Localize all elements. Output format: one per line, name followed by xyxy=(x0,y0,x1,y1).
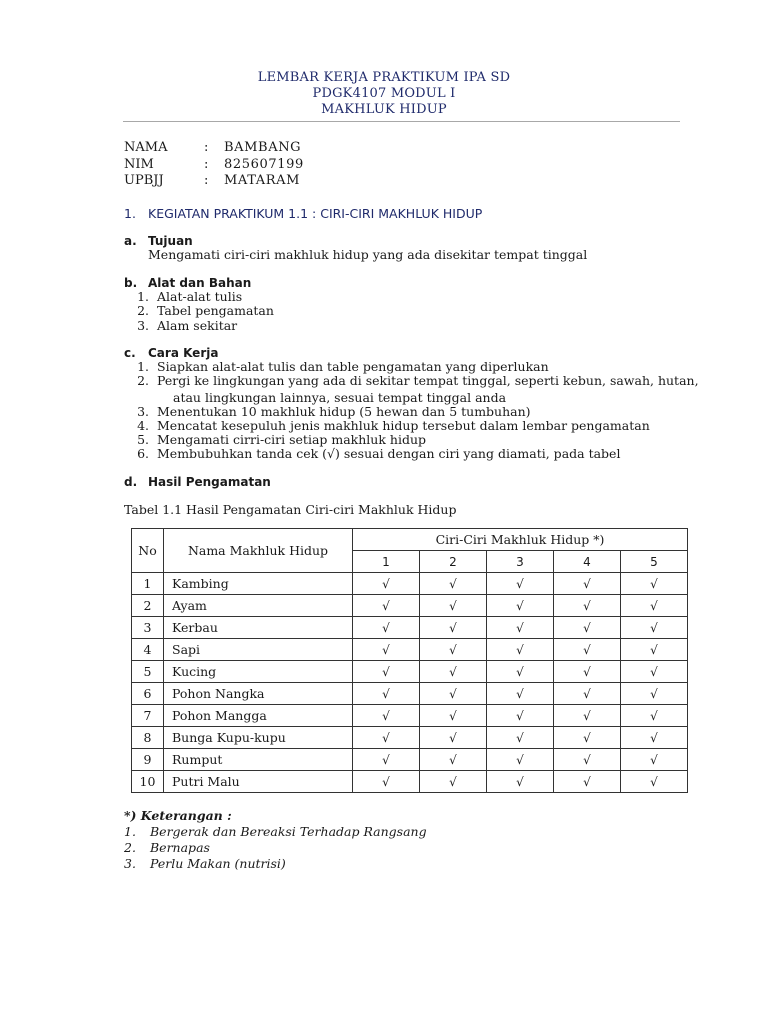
list-item-continuation: atau lingkungan lainnya, sesuai tempat tinggal anda xyxy=(173,389,507,405)
subsection-alat-bahan xyxy=(124,276,274,333)
title-line-3: MAKHLUK HIDUP xyxy=(321,102,447,117)
subsection-heading: b. Alat dan Bahan xyxy=(124,276,252,290)
cell-check: √ xyxy=(554,749,621,771)
note-item: 3. Perlu Makan (nutrisi) xyxy=(124,856,286,871)
subsection-heading: d. Hasil Pengamatan xyxy=(124,475,271,489)
cell-check: √ xyxy=(420,639,487,661)
cell-check: √ xyxy=(420,661,487,683)
cell-check: √ xyxy=(554,771,621,793)
cell-check: √ xyxy=(487,595,554,617)
table-row xyxy=(132,705,688,727)
cell-no: 9 xyxy=(132,749,164,771)
cell-no: 4 xyxy=(132,639,164,661)
cell-check: √ xyxy=(487,661,554,683)
info-row xyxy=(124,157,304,174)
section-number: 1. xyxy=(124,206,136,221)
list-item: 3. Alam sekitar xyxy=(137,317,238,333)
subsection-text: Mengamati ciri-ciri makhluk hidup yang ada disekitar tempat tinggal xyxy=(148,247,588,263)
subsection-heading: a. Tujuan xyxy=(124,234,193,248)
cell-name: Rumput xyxy=(164,749,353,771)
cell-check: √ xyxy=(621,771,688,793)
table-row xyxy=(132,727,688,749)
list-item: 3. Menentukan 10 makhluk hidup (5 hewan dan 5 tumbuhan) xyxy=(137,403,531,419)
cell-check: √ xyxy=(621,661,688,683)
cell-check: √ xyxy=(487,573,554,595)
cell-no: 10 xyxy=(132,771,164,793)
cell-name: Kucing xyxy=(164,661,353,683)
cell-name: Pohon Nangka xyxy=(164,683,353,705)
table-row xyxy=(132,771,688,793)
note-item: 1. Bergerak dan Bereaksi Terhadap Rangsang xyxy=(124,824,427,839)
cell-check: √ xyxy=(487,705,554,727)
info-label: NIM xyxy=(124,156,154,172)
table-row xyxy=(132,617,688,639)
col-header-ciri: 3 xyxy=(487,551,554,573)
cell-check: √ xyxy=(554,617,621,639)
cell-check: √ xyxy=(554,705,621,727)
cell-check: √ xyxy=(621,573,688,595)
subsection-hasil xyxy=(124,475,271,489)
cell-name: Kambing xyxy=(164,573,353,595)
cell-no: 2 xyxy=(132,595,164,617)
cell-no: 3 xyxy=(132,617,164,639)
cell-check: √ xyxy=(487,749,554,771)
cell-check: √ xyxy=(420,683,487,705)
table-row xyxy=(132,661,688,683)
col-header-group: Ciri-Ciri Makhluk Hidup *) xyxy=(353,529,688,551)
cell-check: √ xyxy=(487,727,554,749)
list-item: 2. Pergi ke lingkungan yang ada di sekitar tempat tinggal, seperti kebun, sawah, hutan, xyxy=(137,373,699,389)
cell-name: Putri Malu xyxy=(164,771,353,793)
cell-check: √ xyxy=(353,573,420,595)
notes-heading: *) Keterangan : xyxy=(124,808,232,823)
list-item: 1. Siapkan alat-alat tulis dan table pengamatan yang diperlukan xyxy=(137,359,549,375)
table-row xyxy=(132,683,688,705)
table-row xyxy=(132,749,688,771)
info-separator: : xyxy=(204,156,209,172)
cell-check: √ xyxy=(353,683,420,705)
info-separator: : xyxy=(204,173,209,188)
info-row xyxy=(124,173,304,190)
cell-check: √ xyxy=(621,749,688,771)
cell-check: √ xyxy=(353,595,420,617)
cell-check: √ xyxy=(420,705,487,727)
cell-check: √ xyxy=(621,617,688,639)
cell-no: 7 xyxy=(132,705,164,727)
cell-check: √ xyxy=(420,727,487,749)
alat-list xyxy=(124,290,274,333)
col-header-no: No xyxy=(132,529,164,573)
cara-list xyxy=(124,360,699,461)
cell-check: √ xyxy=(621,639,688,661)
cell-no: 8 xyxy=(132,727,164,749)
cell-check: √ xyxy=(420,771,487,793)
cell-check: √ xyxy=(353,661,420,683)
cell-check: √ xyxy=(554,683,621,705)
cell-check: √ xyxy=(420,617,487,639)
list-item: 1. Alat-alat tulis xyxy=(137,289,243,305)
subsection-cara-kerja xyxy=(124,346,699,462)
cell-check: √ xyxy=(487,639,554,661)
info-value: BAMBANG xyxy=(224,140,302,155)
cell-check: √ xyxy=(353,749,420,771)
notes xyxy=(124,808,427,872)
cell-check: √ xyxy=(554,639,621,661)
info-separator: : xyxy=(204,140,209,155)
cell-check: √ xyxy=(554,727,621,749)
cell-check: √ xyxy=(487,617,554,639)
cell-check: √ xyxy=(487,771,554,793)
section-title: KEGIATAN PRAKTIKUM 1.1 : CIRI-CIRI MAKHLUK HIDUP xyxy=(148,206,483,221)
observation-table xyxy=(131,528,688,793)
subsection-heading: c. Cara Kerja xyxy=(124,346,219,360)
cell-check: √ xyxy=(353,771,420,793)
table-caption: Tabel 1.1 Hasil Pengamatan Ciri-ciri Makhluk Hidup xyxy=(124,502,457,517)
info-label: UPBJJ xyxy=(124,173,164,188)
cell-no: 5 xyxy=(132,661,164,683)
cell-name: Kerbau xyxy=(164,617,353,639)
subsection-tujuan xyxy=(124,234,587,262)
cell-check: √ xyxy=(621,705,688,727)
student-info xyxy=(124,140,304,190)
list-item: 2. Tabel pengamatan xyxy=(137,303,274,319)
title-divider xyxy=(123,121,680,122)
cell-check: √ xyxy=(420,749,487,771)
cell-check: √ xyxy=(353,727,420,749)
list-item: 4. Mencatat kesepuluh jenis makhluk hidup tersebut dalam lembar pengamatan xyxy=(137,418,650,434)
table-row xyxy=(132,573,688,595)
list-item: 5. Mengamati cirri-ciri setiap makhluk hidup xyxy=(137,432,427,448)
col-header-name: Nama Makhluk Hidup xyxy=(164,529,353,573)
cell-check: √ xyxy=(420,573,487,595)
cell-check: √ xyxy=(353,705,420,727)
cell-check: √ xyxy=(554,595,621,617)
cell-no: 1 xyxy=(132,573,164,595)
title-line-2: PDGK4107 MODUL I xyxy=(312,86,456,101)
cell-check: √ xyxy=(621,595,688,617)
table-row xyxy=(132,639,688,661)
table-row xyxy=(132,595,688,617)
cell-check: √ xyxy=(621,683,688,705)
title-line-1: LEMBAR KERJA PRAKTIKUM IPA SD xyxy=(257,70,511,85)
cell-no: 6 xyxy=(132,683,164,705)
note-item: 2. Bernapas xyxy=(124,840,210,855)
section-heading xyxy=(124,206,482,221)
document-title xyxy=(0,70,768,118)
col-header-ciri: 1 xyxy=(353,551,420,573)
cell-check: √ xyxy=(621,727,688,749)
cell-check: √ xyxy=(353,639,420,661)
info-value: 825607199 xyxy=(224,156,304,172)
cell-name: Ayam xyxy=(164,595,353,617)
cell-check: √ xyxy=(420,595,487,617)
info-label: NAMA xyxy=(124,140,168,155)
col-header-ciri: 5 xyxy=(621,551,688,573)
cell-name: Bunga Kupu-kupu xyxy=(164,727,353,749)
cell-check: √ xyxy=(554,661,621,683)
col-header-ciri: 2 xyxy=(420,551,487,573)
cell-check: √ xyxy=(487,683,554,705)
cell-name: Sapi xyxy=(164,639,353,661)
cell-name: Pohon Mangga xyxy=(164,705,353,727)
cell-check: √ xyxy=(353,617,420,639)
info-value: MATARAM xyxy=(224,173,301,188)
col-header-ciri: 4 xyxy=(554,551,621,573)
cell-check: √ xyxy=(554,573,621,595)
list-item: 6. Membubuhkan tanda cek (√) sesuai dengan ciri yang diamati, pada tabel xyxy=(137,446,621,462)
info-row xyxy=(124,140,304,157)
